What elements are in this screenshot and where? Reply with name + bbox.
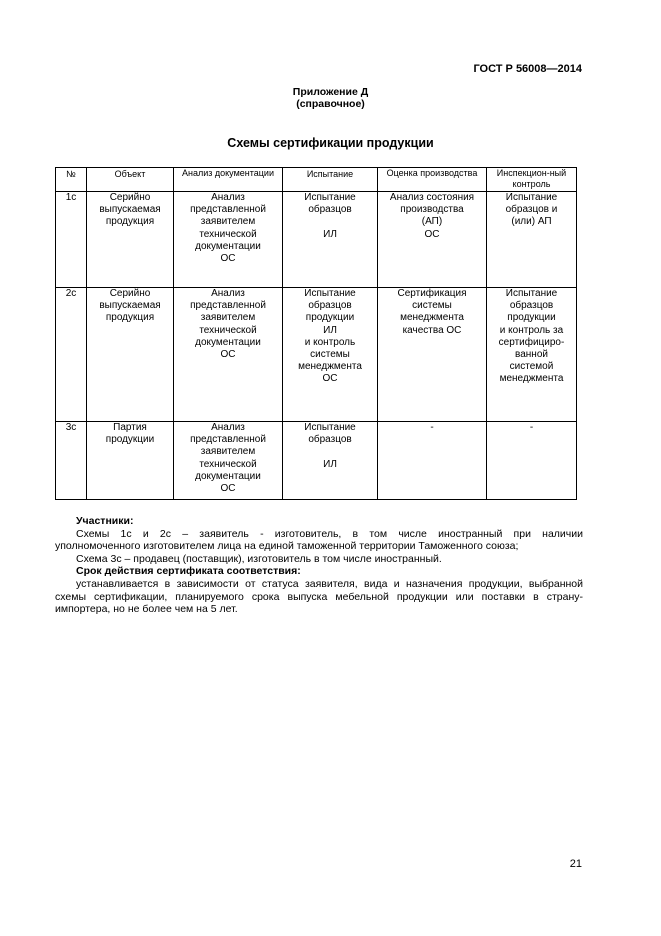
cell-analysis [174, 192, 283, 288]
cell-testing [283, 422, 378, 500]
cell-text: Испытание [304, 192, 356, 203]
cell-object [87, 192, 174, 288]
scheme-3-text: Схема 3с – продавец (поставщик), изготовитель в том числе иностранный. [76, 552, 442, 565]
certification-schemes-table [55, 167, 577, 500]
cell-text: образцов и [505, 204, 558, 216]
cell-text: (АП) [421, 216, 443, 228]
cell-text: - [430, 422, 434, 433]
cell-text: Анализ [211, 288, 245, 299]
cell-text: (или) АП [511, 216, 552, 228]
cell-text: выпускаемая [99, 204, 161, 216]
cell-text: технической [199, 324, 257, 336]
appendix-label: Приложение Д [292, 86, 369, 98]
cell-text: заявителем [200, 312, 256, 324]
cell-text: Анализ [211, 422, 245, 433]
cell-text: образцов [308, 300, 352, 312]
cell-text: Анализ состояния [389, 192, 475, 203]
cell-text: документации [195, 336, 261, 348]
cell-text: производства [400, 204, 464, 216]
validity-text-cont: схемы сертификации, планируемого срока выпуска мебельной продукции или поставки в страну- [55, 590, 583, 603]
table-header-row [56, 168, 577, 192]
cell-inspection [487, 288, 577, 422]
cell-text: системы [310, 349, 350, 361]
cell-text: выпускаемая [99, 300, 161, 312]
table-row [56, 288, 577, 422]
cell-text: документации [195, 470, 261, 482]
participants-heading: Участники: [76, 515, 134, 527]
header-testing: Испытание [283, 168, 378, 192]
cell-text: и контроль за [499, 324, 564, 336]
cell-analysis [174, 288, 283, 422]
cell-text: Сертификация [397, 288, 467, 299]
cell-text: и контроль [304, 336, 356, 348]
cell-text: ИЛ [323, 324, 337, 336]
cell-analysis [174, 422, 283, 500]
validity-text: устанавливается в зависимости от статуса заявителя, вида и назначения продукции, выбранной [76, 577, 583, 590]
header-document-analysis: Анализ документации [174, 168, 283, 192]
appendix-heading [0, 86, 661, 110]
cell-text: менеджмента [400, 312, 464, 324]
cell-text: Испытание [304, 422, 356, 433]
cell-text: системой [509, 361, 554, 373]
cell-text: образцов [308, 434, 352, 446]
cell-text: менеджмента [298, 361, 362, 373]
schemes-1-2-text-cont: уполномоченного изготовителем лица на единой таможенной территории Таможенного союза; [55, 540, 519, 553]
cell-text: Серийно [109, 192, 151, 203]
cell-text: Партия [113, 422, 147, 433]
appendix-type: (справочное) [296, 98, 365, 110]
cell-text: Испытание [505, 192, 558, 203]
cell-testing [283, 192, 378, 288]
cell-text: документации [195, 240, 261, 252]
cell-production [378, 192, 487, 288]
cell-production [378, 422, 487, 500]
cell-text: ОС [220, 483, 236, 495]
cell-text: заявителем [200, 446, 256, 458]
cell-text: продукции [507, 312, 556, 324]
cell-text [284, 446, 376, 458]
page-title: Схемы сертификации продукции [227, 136, 434, 150]
cell-testing [283, 288, 378, 422]
cell-text: продукции [305, 312, 355, 324]
validity-heading: Срок действия сертификата соответствия: [76, 565, 301, 578]
header-number: № [56, 168, 87, 192]
cell-text: Анализ [211, 192, 245, 203]
header-object: Объект [87, 168, 174, 192]
cell-inspection [487, 192, 577, 288]
cell-text: сертифициро- [498, 336, 565, 348]
notes-section [55, 515, 583, 616]
cell-text: образцов [308, 204, 352, 216]
cell-text: ИЛ [323, 458, 337, 470]
cell-text: заявителем [200, 216, 256, 228]
cell-text: ИЛ [323, 228, 337, 240]
cell-no: 2с [56, 288, 87, 422]
cell-text: качества ОС [402, 324, 462, 336]
cell-text: представленной [190, 434, 266, 446]
cell-text: Испытание [505, 288, 558, 299]
page-number: 21 [569, 858, 582, 870]
cell-text: ОС [424, 228, 440, 240]
cell-text: ОС [220, 349, 236, 361]
cell-text: продукции [105, 434, 155, 446]
cell-text: системы [412, 300, 452, 312]
header-production-assessment: Оценка производства [378, 168, 487, 192]
cell-text: представленной [190, 204, 266, 216]
table-row [56, 422, 577, 500]
cell-inspection [487, 422, 577, 500]
cell-text: ванной [515, 349, 548, 361]
cell-no: 3с [56, 422, 87, 500]
cell-text [284, 216, 376, 228]
cell-text: менеджмента [499, 373, 564, 385]
cell-text: технической [199, 458, 257, 470]
schemes-1-2-text: Схемы 1с и 2с – заявитель - изготовитель, в том числе иностранный при наличии [76, 527, 583, 540]
standard-number: ГОСТ Р 56008—2014 [473, 63, 582, 75]
cell-text: образцов [509, 300, 554, 312]
cell-text: продукция [105, 216, 155, 228]
cell-no: 1с [56, 192, 87, 288]
header-inspection-control: Инспекцион-ный контроль [487, 168, 577, 192]
validity-text-end: импортера, но не более чем на 5 лет. [55, 603, 238, 616]
cell-text: - [529, 422, 534, 433]
cell-text: продукция [105, 312, 155, 324]
cell-text: Серийно [109, 288, 151, 299]
table-row [56, 192, 577, 288]
cell-object [87, 288, 174, 422]
cell-text: представленной [190, 300, 266, 312]
cell-text: технической [199, 228, 257, 240]
cell-text: Испытание [304, 288, 356, 299]
cell-text: ОС [220, 253, 236, 265]
cell-text: ОС [322, 373, 338, 385]
cell-production [378, 288, 487, 422]
cell-object [87, 422, 174, 500]
